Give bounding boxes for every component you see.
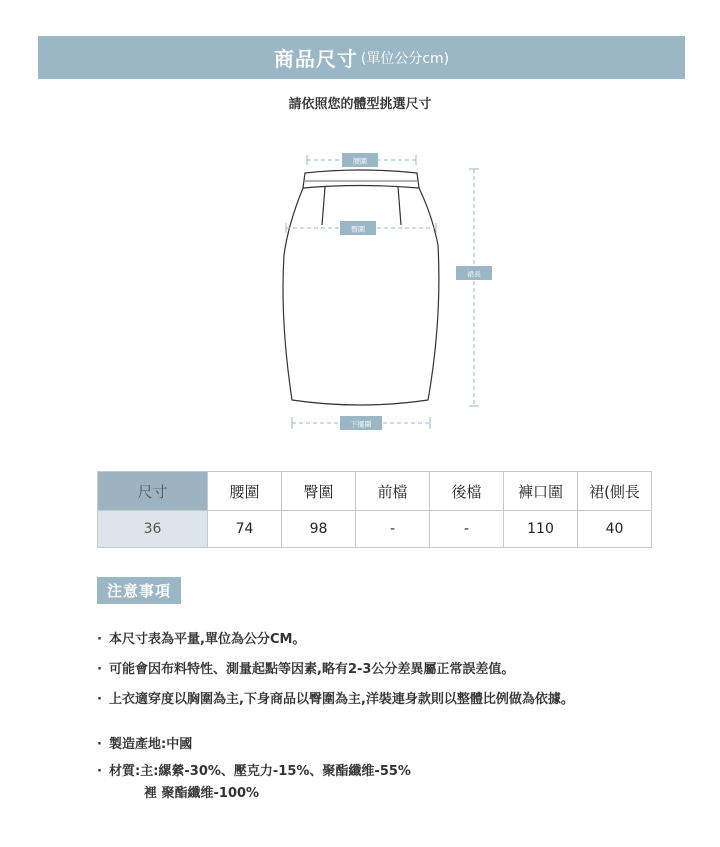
cell-hem: 110 <box>504 511 578 548</box>
table-header-row <box>98 472 652 511</box>
length-dimension <box>456 169 492 406</box>
material-line-1-text: 材質:主:縲縈-30%、壓克力-15%、聚酯纖维-55% <box>109 764 411 779</box>
title-bar <box>38 36 685 79</box>
origin-text: 製造產地:中國 <box>109 737 193 752</box>
hip-dimension <box>286 221 436 235</box>
material-line-1: · 材質:主:縲縈-30%、壓克力-15%、聚酯纖维-55% <box>97 764 411 779</box>
notice-item-text: 可能會因布料特性、測量起點等因素,略有2-3公分差異屬正常誤差值。 <box>109 662 515 677</box>
size-table <box>97 471 652 548</box>
notice-item: · 上衣適穿度以胸圍為主,下身商品以臀圍為主,洋裝連身款則以整體比例做為依據。 <box>97 692 574 707</box>
cell-front-rise: - <box>356 511 430 548</box>
header-hem: 褲口圍 <box>504 472 578 511</box>
title-unit: (單位公分cm) <box>360 50 450 67</box>
subtitle: 請依照您的體型挑選尺寸 <box>288 97 432 112</box>
length-label: 裙長 <box>467 270 481 279</box>
header-front-rise: 前檔 <box>356 472 430 511</box>
header-length: 裙(側長 <box>578 472 652 511</box>
notice-item: · 可能會因布料特性、測量起點等因素,略有2-3公分差異屬正常誤差值。 <box>97 662 515 677</box>
notice-item: · 本尺寸表為平量,單位為公分CM。 <box>97 632 306 647</box>
header-back-rise: 後檔 <box>430 472 504 511</box>
header-waist: 腰圍 <box>208 472 282 511</box>
cell-hip: 98 <box>282 511 356 548</box>
cell-length: 40 <box>578 511 652 548</box>
material-block <box>97 760 411 801</box>
hip-label: 臀圍 <box>351 225 365 234</box>
notice-item-text: 本尺寸表為平量,單位為公分CM。 <box>109 632 306 647</box>
table-row <box>98 511 652 548</box>
hem-dimension <box>292 416 430 430</box>
skirt-diagram <box>270 145 500 435</box>
waist-dimension <box>307 153 416 167</box>
hem-label: 下擺圍 <box>350 420 372 429</box>
material-line-2: 裡 聚酯纖维-100% <box>144 786 260 801</box>
cell-size: 36 <box>98 511 208 548</box>
waist-label: 腰圍 <box>353 157 367 166</box>
cell-back-rise: - <box>430 511 504 548</box>
notice-item-text: 上衣適穿度以胸圍為主,下身商品以臀圍為主,洋裝連身款則以整體比例做為依據。 <box>109 692 574 707</box>
header-size: 尺寸 <box>98 472 208 511</box>
notice-tag: 注意事項 <box>97 577 181 604</box>
origin-item: · 製造產地:中國 <box>97 737 193 752</box>
page-title: 商品尺寸 <box>273 47 358 71</box>
header-hip: 臀圍 <box>282 472 356 511</box>
cell-waist: 74 <box>208 511 282 548</box>
skirt-outline <box>283 170 439 405</box>
